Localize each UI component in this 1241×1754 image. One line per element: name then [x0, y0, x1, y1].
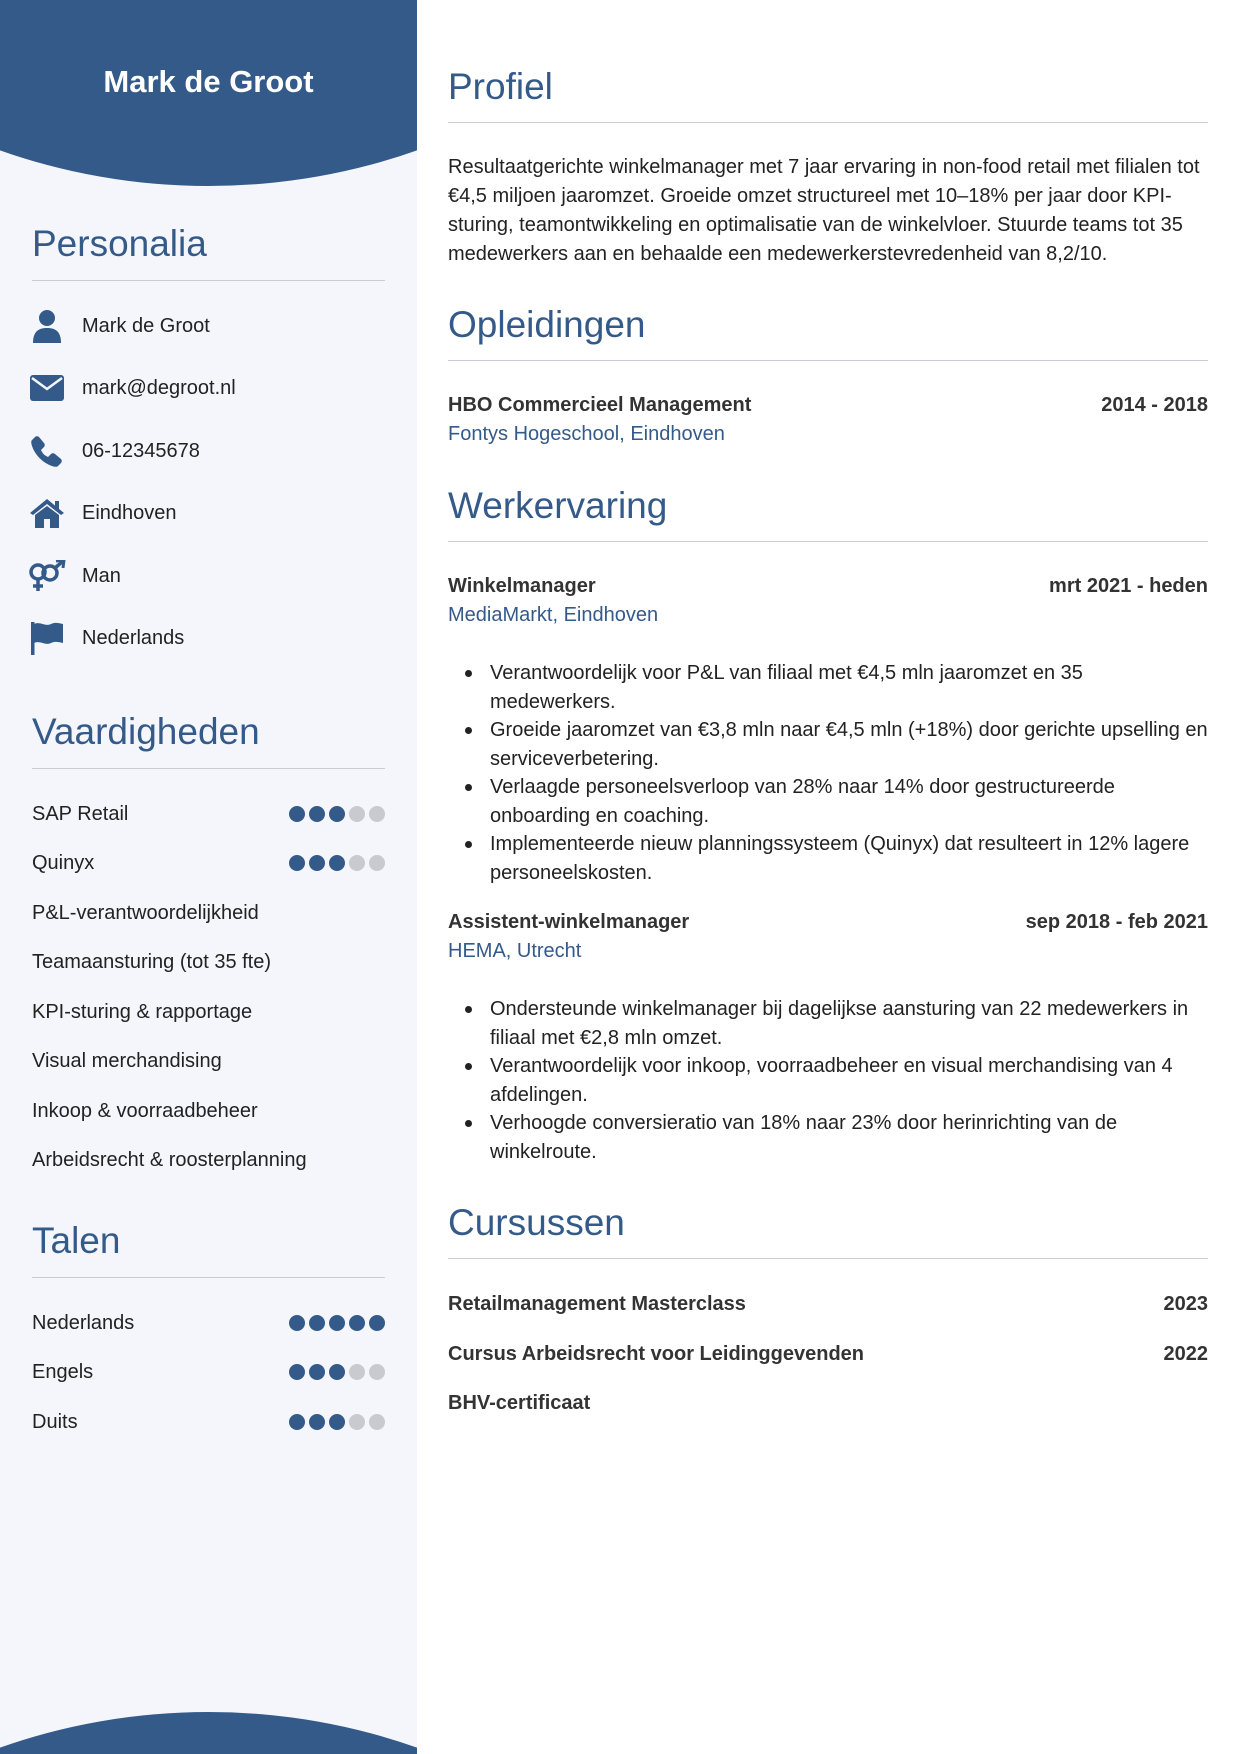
rating-dot-empty [349, 1364, 365, 1380]
job-role: Assistent-winkelmanager [448, 911, 690, 933]
rating-dot-filled [309, 1315, 325, 1331]
skill-row [32, 1046, 385, 1076]
list-item: Verlaagde personeelsverloop van 28% naar 14% door gestructureerde onboarding en coaching. [448, 773, 1208, 830]
skill-row [32, 1145, 385, 1175]
course-name: Cursus Arbeidsrecht voor Leidinggevenden [448, 1343, 865, 1365]
education-entry-header [448, 394, 1208, 417]
course-row [448, 1293, 1208, 1316]
rating-dot-empty [369, 1364, 385, 1380]
profile-text: Resultaatgerichte winkelmanager met 7 jaar ervaring in non-food retail met filialen tot €4,5 miljoen jaaromzet. Groeide omzet structureel met 10–18% per jaar door KPI-sturing, teamontwikkeling en optimalisatie van de winkelvloer. Stuurde teams tot 35 medewerkers aan en behaalde een medewerkerstevredenheid van 8,2/10. [448, 156, 1200, 265]
list-item: Ondersteunde winkelmanager bij dagelijkse aansturing van 22 medewerkers in filiaal met €2,8 mln omzet. [448, 995, 1208, 1052]
list-item: Verantwoordelijk voor P&L van filiaal met €4,5 mln jaaromzet en 35 medewerkers. [448, 659, 1208, 716]
rating-dot-filled [349, 1315, 365, 1331]
skills-divider [32, 768, 385, 769]
contact-email-text[interactable]: mark@degroot.nl [82, 376, 236, 399]
rating-dot-empty [349, 1414, 365, 1430]
sidebar [0, 0, 417, 1754]
personalia-title: Personalia [32, 223, 207, 264]
rating-dot-empty [369, 1414, 385, 1430]
skill-label: Visual merchandising [32, 1049, 222, 1072]
skill-label: SAP Retail [32, 802, 129, 825]
skill-row [32, 898, 385, 928]
rating-dot-empty [349, 806, 365, 822]
course-name: Retailmanagement Masterclass [448, 1293, 746, 1315]
course-name: BHV-certificaat [448, 1392, 591, 1414]
skill-label: Teamaansturing (tot 35 fte) [32, 950, 272, 973]
job-period: mrt 2021 - heden [1049, 575, 1208, 597]
gender-icon [28, 557, 66, 595]
education-school: Fontys Hogeschool, Eindhoven [448, 423, 725, 445]
flag-icon [28, 619, 66, 657]
home-icon [28, 494, 66, 532]
contact-name [28, 306, 210, 346]
language-label: Engels [32, 1360, 94, 1383]
rating-dot-filled [329, 1414, 345, 1430]
skills-title: Vaardigheden [32, 711, 260, 752]
course-year: 2022 [1163, 1343, 1208, 1365]
experience-divider [448, 541, 1208, 542]
language-rating [289, 1414, 385, 1430]
rating-dot-filled [369, 1315, 385, 1331]
skill-rating [289, 855, 385, 871]
skill-row [32, 799, 385, 829]
language-label: Nederlands [32, 1311, 135, 1334]
rating-dot-filled [289, 806, 305, 822]
job-company: MediaMarkt, Eindhoven [448, 604, 659, 626]
skill-row [32, 848, 385, 878]
job-bullets [448, 995, 1208, 1166]
list-item: Verhoogde conversieratio van 18% naar 23% door herinrichting van de winkelroute. [448, 1109, 1208, 1166]
skill-label: Inkoop & voorraadbeheer [32, 1099, 258, 1122]
education-period: 2014 - 2018 [1101, 394, 1208, 416]
contact-email [28, 368, 236, 408]
personalia-divider [32, 280, 385, 281]
rating-dot-empty [369, 806, 385, 822]
footer-arc [0, 1712, 417, 1754]
language-row [32, 1407, 385, 1437]
candidate-name: Mark de Groot [103, 64, 314, 99]
education-divider [448, 360, 1208, 361]
courses-divider [448, 1258, 1208, 1259]
phone-icon [28, 432, 66, 470]
education-title: Opleidingen [448, 304, 646, 345]
rating-dot-filled [289, 1315, 305, 1331]
rating-dot-filled [309, 855, 325, 871]
rating-dot-filled [309, 1414, 325, 1430]
rating-dot-filled [289, 1364, 305, 1380]
skill-row [32, 1096, 385, 1126]
rating-dot-empty [349, 855, 365, 871]
rating-dot-filled [329, 1364, 345, 1380]
contact-phone [28, 431, 200, 471]
skill-label: KPI-sturing & rapportage [32, 1000, 253, 1023]
experience-title: Werkervaring [448, 485, 668, 526]
rating-dot-filled [329, 1315, 345, 1331]
job-role: Winkelmanager [448, 575, 596, 597]
skill-row [32, 947, 385, 977]
language-row [32, 1308, 385, 1338]
contact-city-text: Eindhoven [82, 501, 177, 524]
rating-dot-filled [329, 855, 345, 871]
contact-nationality [28, 618, 184, 658]
rating-dot-empty [369, 855, 385, 871]
course-year: 2023 [1163, 1293, 1208, 1315]
courses-title: Cursussen [448, 1202, 625, 1243]
rating-dot-filled [289, 855, 305, 871]
rating-dot-filled [289, 1414, 305, 1430]
course-row [448, 1392, 1208, 1415]
envelope-icon [28, 369, 66, 407]
skill-label: Arbeidsrecht & roosterplanning [32, 1148, 307, 1171]
contact-name-text: Mark de Groot [82, 314, 210, 337]
skill-label: P&L-verantwoordelijkheid [32, 901, 259, 924]
course-row [448, 1343, 1208, 1366]
education-degree: HBO Commercieel Management [448, 394, 752, 416]
skill-rating [289, 806, 385, 822]
rating-dot-filled [309, 806, 325, 822]
job-company: HEMA, Utrecht [448, 940, 582, 962]
person-icon [28, 307, 66, 345]
list-item: Groeide jaaromzet van €3,8 mln naar €4,5 mln (+18%) door gerichte upselling en serviceverbetering. [448, 716, 1208, 773]
job-bullets [448, 659, 1208, 887]
language-row [32, 1357, 385, 1387]
list-item: Implementeerde nieuw planningssysteem (Quinyx) dat resulteert in 12% lagere personeelskosten. [448, 830, 1208, 887]
languages-divider [32, 1277, 385, 1278]
contact-city [28, 493, 177, 533]
language-rating [289, 1315, 385, 1331]
profile-title: Profiel [448, 66, 553, 107]
languages-title: Talen [32, 1220, 121, 1261]
skill-label: Quinyx [32, 851, 95, 874]
profile-divider [448, 122, 1208, 123]
skill-row [32, 997, 385, 1027]
contact-phone-text[interactable]: 06-12345678 [82, 439, 200, 462]
contact-gender-text: Man [82, 564, 121, 587]
language-label: Duits [32, 1410, 78, 1433]
rating-dot-filled [309, 1364, 325, 1380]
list-item: Verantwoordelijk voor inkoop, voorraadbeheer en visual merchandising van 4 afdelingen. [448, 1052, 1208, 1109]
language-rating [289, 1364, 385, 1380]
job-header [448, 575, 1208, 598]
job-header [448, 911, 1208, 934]
contact-gender [28, 556, 121, 596]
contact-nationality-text: Nederlands [82, 626, 185, 649]
rating-dot-filled [329, 806, 345, 822]
job-period: sep 2018 - feb 2021 [1025, 911, 1208, 933]
